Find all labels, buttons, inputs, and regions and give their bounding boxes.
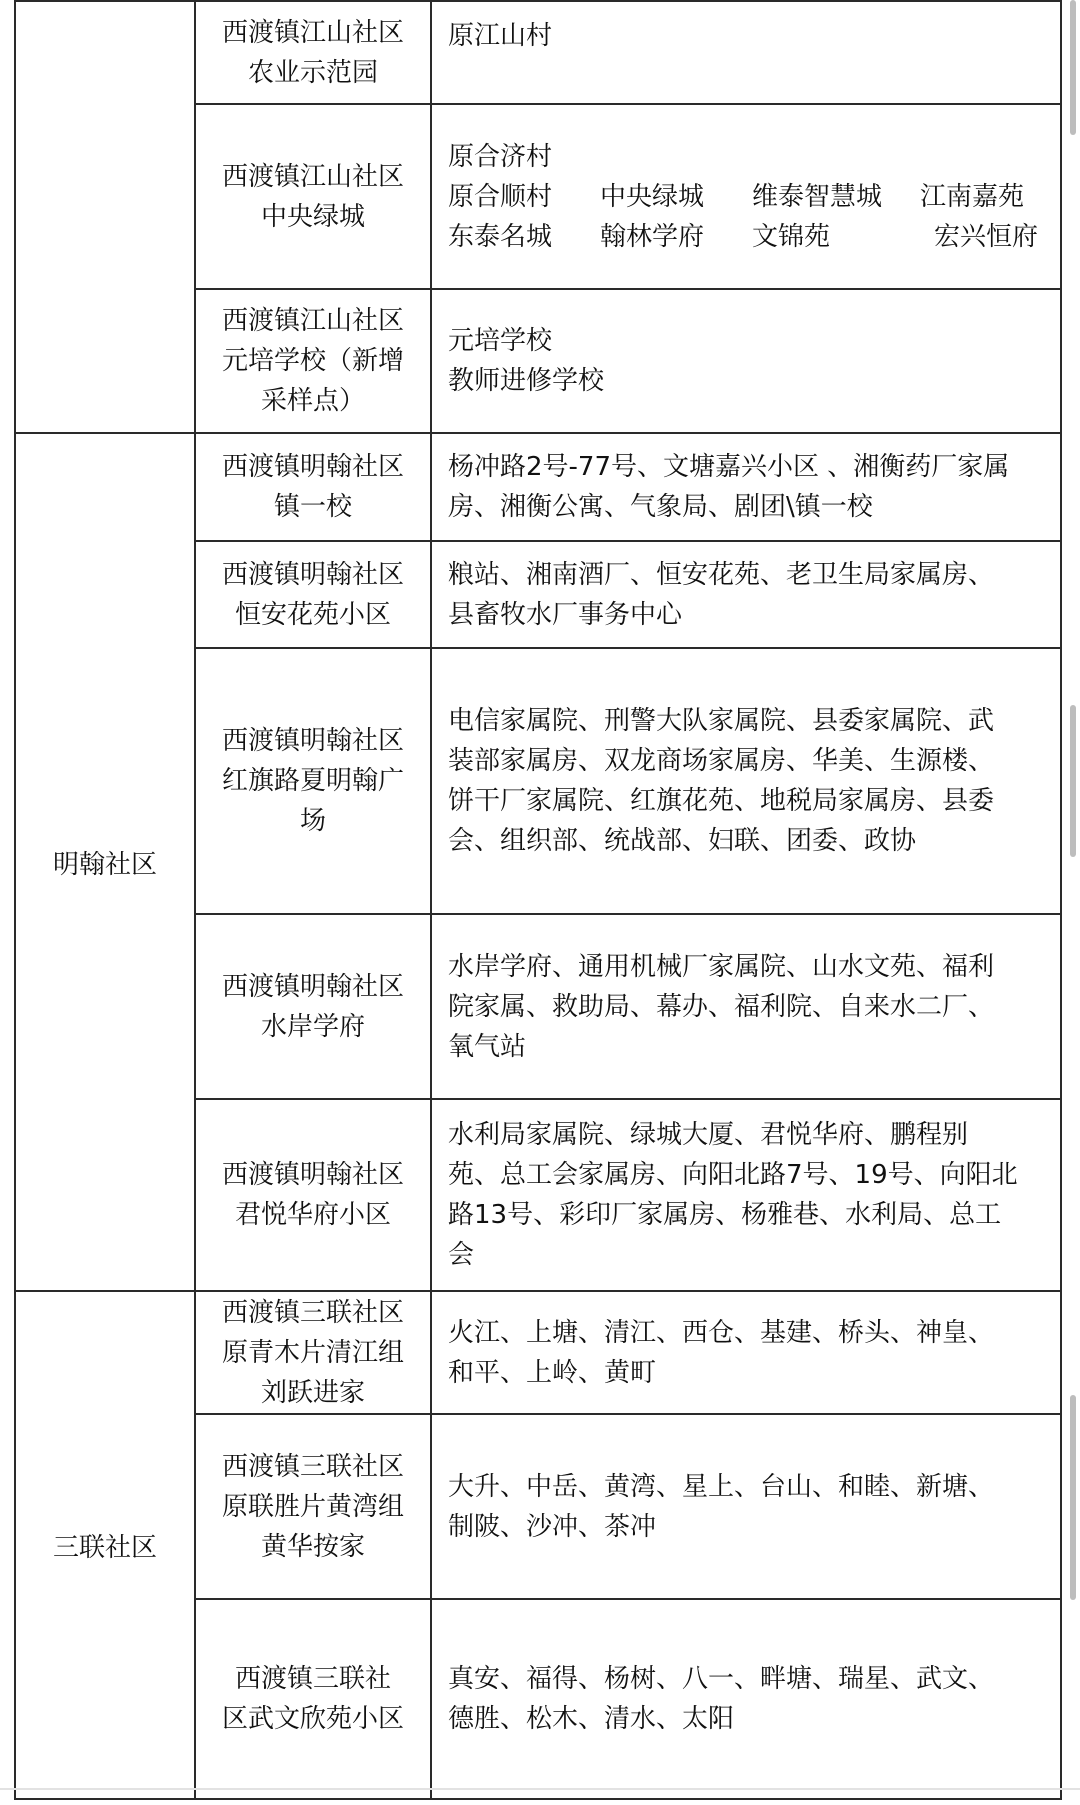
site-line: 元培学校（新增	[221, 346, 404, 376]
site-line: 西渡镇明翰社区	[221, 1160, 404, 1190]
area-line	[448, 217, 1050, 257]
site-line: 中央绿城	[260, 201, 365, 232]
area-line: 制陂、沙冲、茶冲	[448, 1511, 657, 1542]
site-line: 西渡镇三联社	[234, 1664, 391, 1694]
area-cell	[431, 914, 1061, 1099]
area-cell	[431, 1599, 1061, 1799]
site-line: 西渡镇三联社区	[221, 1451, 404, 1482]
area-line: 路13号、彩印厂家属房、杨雅巷、水利局、总工	[448, 1200, 1002, 1230]
area-line: 大升、中岳、黄湾、星上、台山、和睦、新塘、	[448, 1471, 995, 1502]
site-line: 农业示范园	[247, 57, 378, 88]
area-line: 杨冲路2号-77号、文塘嘉兴小区 、湘衡药厂家属	[448, 452, 1010, 482]
scrollbar-thumb[interactable]	[1070, 1395, 1076, 1600]
area-line: 水利局家属院、绿城大厦、君悦华府、鹏程别	[448, 1120, 969, 1150]
community-cell-jiangshan	[15, 1, 195, 433]
site-line: 西渡镇三联社区	[221, 1297, 404, 1328]
area-cell	[431, 289, 1061, 433]
area-cell	[431, 1, 1061, 104]
site-line: 刘跃进家	[260, 1377, 365, 1408]
table-row	[15, 433, 1061, 541]
site-line: 西渡镇明翰社区	[221, 971, 404, 1002]
table-row	[15, 1291, 1061, 1414]
area-cell	[431, 541, 1061, 648]
area-line: 火江、上塘、清江、西仓、基建、桥头、神皇、	[448, 1317, 995, 1348]
area-line: 院家属、救助局、幕办、福利院、自来水二厂、	[448, 991, 995, 1022]
area-line: 装部家属房、双龙商场家属房、华美、生源楼、	[448, 746, 995, 776]
area-line: 会、组织部、统战部、妇联、团委、政协	[448, 826, 917, 856]
site-line: 西渡镇明翰社区	[221, 452, 404, 482]
site-line: 水岸学府	[260, 1011, 365, 1042]
site-cell	[195, 1414, 431, 1599]
scrollbar-thumb[interactable]	[1070, 0, 1076, 135]
site-line: 镇一校	[273, 492, 352, 522]
area-cell	[431, 433, 1061, 541]
site-line: 西渡镇江山社区	[221, 17, 404, 48]
site-cell	[195, 1599, 431, 1799]
site-cell	[195, 433, 431, 541]
area-cell	[431, 1414, 1061, 1599]
site-line: 西渡镇江山社区	[221, 161, 404, 192]
community-label: 明翰社区	[52, 849, 157, 880]
site-cell	[195, 104, 431, 289]
area-name: 原合顺村	[448, 181, 553, 212]
site-line: 恒安花苑小区	[234, 599, 391, 630]
area-line: 真安、福得、杨树、八一、畔塘、瑞星、武文、	[448, 1664, 995, 1694]
area-name: 文锦苑	[752, 221, 831, 252]
area-line	[448, 177, 1050, 217]
site-line: 西渡镇明翰社区	[221, 559, 404, 590]
site-line: 西渡镇明翰社区	[221, 726, 404, 756]
area-name: 维泰智慧城	[752, 181, 883, 212]
area-name: 东泰名城	[448, 221, 553, 252]
area-name: 宏兴恒府	[934, 221, 1039, 252]
site-line: 场	[299, 806, 326, 836]
site-line: 红旗路夏明翰广	[221, 766, 404, 796]
area-name: 中央绿城	[600, 181, 705, 212]
table-row	[15, 1, 1061, 104]
site-cell	[195, 1, 431, 104]
area-cell	[431, 1099, 1061, 1291]
site-cell	[195, 1099, 431, 1291]
area-line: 电信家属院、刑警大队家属院、县委家属院、武	[448, 706, 995, 736]
sampling-sites-table	[14, 0, 1062, 1800]
area-line: 房、湘衡公寓、气象局、剧团\镇一校	[448, 492, 873, 522]
site-cell	[195, 289, 431, 433]
site-line: 西渡镇江山社区	[221, 306, 404, 336]
area-line: 氧气站	[448, 1031, 527, 1062]
site-line: 区武文欣苑小区	[221, 1704, 404, 1734]
site-line: 君悦华府小区	[234, 1200, 391, 1230]
site-line: 采样点）	[260, 386, 365, 416]
site-line: 原青木片清江组	[221, 1337, 404, 1368]
community-cell-sanlian	[15, 1291, 195, 1799]
area-cell	[431, 1291, 1061, 1414]
scrollbar-thumb[interactable]	[1070, 705, 1076, 857]
area-cell	[431, 104, 1061, 289]
area-name: 江南嘉苑	[920, 181, 1025, 212]
site-line: 原联胜片黄湾组	[221, 1491, 404, 1522]
area-line: 苑、总工会家属房、向阳北路7号、19号、向阳北	[448, 1160, 1018, 1190]
area-line: 教师进修学校	[448, 366, 605, 396]
area-line: 饼干厂家属院、红旗花苑、地税局家属房、县委	[448, 786, 995, 816]
area-line: 元培学校	[448, 326, 553, 356]
site-cell	[195, 1291, 431, 1414]
community-label: 三联社区	[52, 1532, 157, 1563]
area-line: 水岸学府、通用机械厂家属院、山水文苑、福利	[448, 951, 995, 982]
site-cell	[195, 541, 431, 648]
divider	[0, 1788, 1080, 1790]
area-name: 翰林学府	[600, 221, 705, 252]
site-line: 黄华按家	[260, 1531, 365, 1562]
area-line: 粮站、湘南酒厂、恒安花苑、老卫生局家属房、	[448, 559, 995, 590]
area-cell	[431, 648, 1061, 914]
area-line: 原江山村	[448, 21, 553, 51]
area-line: 会	[448, 1240, 475, 1270]
site-cell	[195, 914, 431, 1099]
area-line: 原合济村	[448, 141, 553, 172]
site-cell	[195, 648, 431, 914]
area-line: 县畜牧水厂事务中心	[448, 599, 683, 630]
area-line: 德胜、松木、清水、太阳	[448, 1704, 735, 1734]
community-cell-minghan	[15, 433, 195, 1291]
area-line: 和平、上岭、黄町	[448, 1357, 657, 1388]
